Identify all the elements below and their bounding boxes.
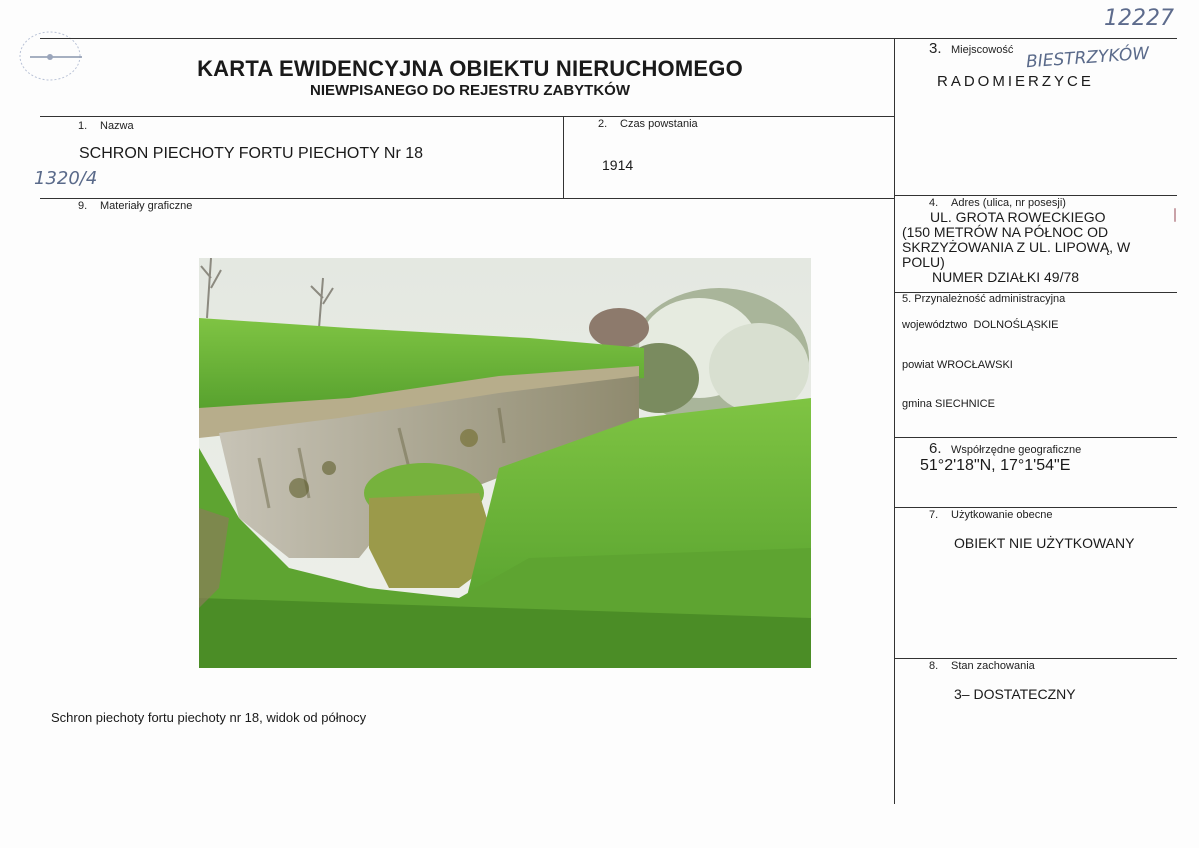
address-line: NUMER DZIAŁKI 49/78 xyxy=(932,269,1080,285)
corner-stamp xyxy=(10,20,90,90)
address-line: (150 METRÓW NA PÓŁNOC OD xyxy=(902,224,1109,240)
locality-handwritten-note: BIESTRZYKÓW xyxy=(1025,43,1150,73)
county-value: powiat WROCŁAWSKI xyxy=(902,359,1013,371)
bunker-photo-illustration xyxy=(199,258,811,668)
name-date-divider xyxy=(563,116,564,198)
date-value: 1914 xyxy=(602,157,634,173)
address-line: UL. GROTA ROWECKIEGO xyxy=(930,209,1106,225)
inventory-number: 12227 xyxy=(1104,6,1174,31)
commune-value: gmina SIECHNICE xyxy=(902,398,995,410)
voivodeship-value: województwo DOLNOŚLĄSKIE xyxy=(902,319,1059,331)
graphics-divider xyxy=(40,198,894,199)
coordinates-label: 6. Współrzędne geograficzne xyxy=(929,440,1082,457)
graphics-label: 9. Materiały graficzne xyxy=(78,200,193,212)
name-label: 1. Nazwa xyxy=(78,120,134,132)
coord-divider xyxy=(894,437,1177,438)
usage-divider xyxy=(894,507,1177,508)
condition-divider xyxy=(894,658,1177,659)
photo-caption: Schron piechoty fortu piechoty nr 18, widok od północy xyxy=(51,710,367,725)
margin-mark xyxy=(1174,208,1176,222)
date-label: 2. Czas powstania xyxy=(598,118,698,130)
address-line: SKRZYŻOWANIA Z UL. LIPOWĄ, W xyxy=(902,239,1131,255)
name-value: SCHRON PIECHOTY FORTU PIECHOTY Nr 18 xyxy=(79,145,424,162)
admin-label: 5. Przynależność administracyjna xyxy=(902,293,1066,305)
condition-label: 8. Stan zachowania xyxy=(929,660,1035,672)
name-handwritten-note: 1320/4 xyxy=(34,168,98,189)
top-border xyxy=(40,38,1177,39)
usage-label: 7. Użytkowanie obecne xyxy=(929,509,1053,521)
address-line: POLU) xyxy=(902,254,945,270)
header-divider xyxy=(40,116,894,117)
locality-label: 3. Miejscowość xyxy=(929,40,1014,57)
locality-value: RADOMIERZYCE xyxy=(937,73,1094,90)
bunker-photo xyxy=(199,258,811,668)
condition-value: 3– DOSTATECZNY xyxy=(954,686,1076,702)
document-title: KARTA EWIDENCYJNA OBIEKTU NIERUCHOMEGO xyxy=(197,56,743,81)
column-divider xyxy=(894,38,895,804)
address-divider xyxy=(894,195,1177,196)
usage-value: OBIEKT NIE UŻYTKOWANY xyxy=(954,535,1135,551)
document-subtitle: NIEWPISANEGO DO REJESTRU ZABYTKÓW xyxy=(309,82,631,99)
coordinates-value: 51°2'18"N, 17°1'54"E xyxy=(920,457,1071,474)
address-label: 4. Adres (ulica, nr posesji) xyxy=(929,197,1066,209)
address-value xyxy=(902,210,1162,285)
